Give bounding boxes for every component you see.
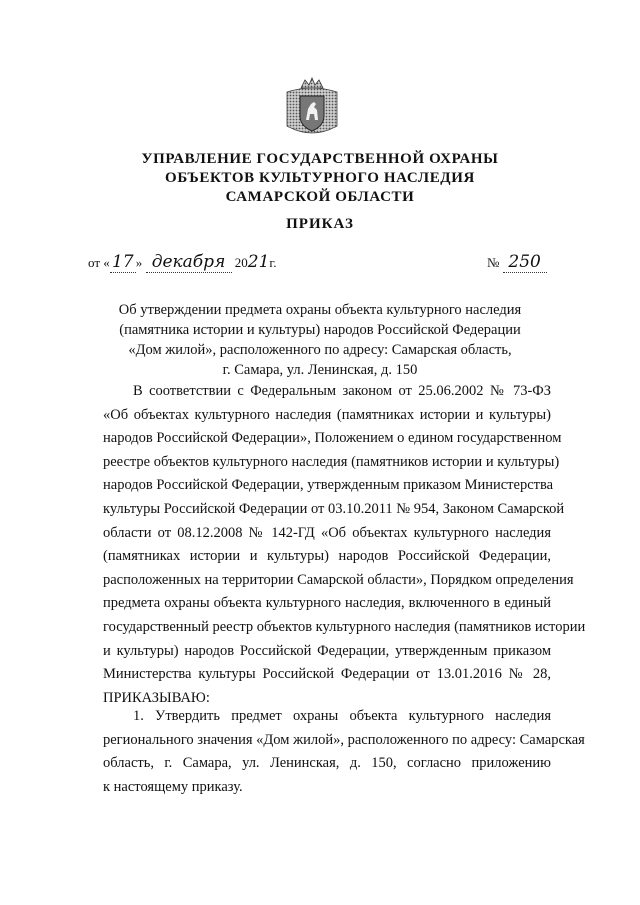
coat-of-arms-emblem xyxy=(283,76,341,142)
preamble-line: В соответствии с Федеральным законом от 25.06.2002 № 73-ФЗ xyxy=(133,383,551,399)
order-number xyxy=(487,252,547,273)
item-line: регионального значения «Дом жилой», расположенного по адресу: Самарская xyxy=(103,731,585,748)
preamble-line: народов Российской Федерации, утвержденным приказом Министерства xyxy=(103,477,554,494)
subject-line: Об утверждении предмета охраны объекта культурного наследия xyxy=(118,302,522,318)
agency-line-3: САМАРСКОЙ ОБЛАСТИ xyxy=(225,189,415,205)
preamble-line: государственный реестр объектов культурного наследия (памятников истории xyxy=(103,618,586,635)
date-year-prefix: 20 xyxy=(234,255,248,270)
preamble-line: Министерства культуры Российской Федерации от 13.01.2016 № 28, xyxy=(103,666,551,683)
preamble-line: области от 08.12.2008 № 142-ГД «Об объектах культурного наследия xyxy=(103,524,551,541)
preamble-line: расположенных на территории Самарской области», Порядком определения xyxy=(103,571,574,588)
preamble-line: культуры Российской Федерации от 03.10.2011 № 954, Законом Самарской xyxy=(103,500,565,517)
preamble-line: (памятниках истории и культуры) народов Российской Федерации, xyxy=(103,548,551,565)
date-day: 17 xyxy=(110,252,136,273)
agency-line-1: УПРАВЛЕНИЕ ГОСУДАРСТВЕННОЙ ОХРАНЫ xyxy=(141,151,499,167)
order-subject xyxy=(110,300,530,380)
date-mid: » xyxy=(135,255,143,270)
preamble-line: и культуры) народов Российской Федерации, утвержденным приказом xyxy=(103,642,551,659)
date-month: декабря xyxy=(146,252,232,273)
item-line: к настоящему приказу. xyxy=(103,778,243,795)
agency-name xyxy=(120,150,520,207)
preamble-line: реестре объектов культурного наследия (памятников истории и культуры) xyxy=(103,453,560,470)
subject-line: г. Самара, ул. Ленинская, д. 150 xyxy=(222,362,418,378)
document-type-title: ПРИКАЗ xyxy=(286,216,354,232)
order-date xyxy=(88,252,277,273)
subject-line: (памятника истории и культуры) народов Российской Федерации xyxy=(119,322,521,338)
preamble-line: предмета охраны объекта культурного наследия, включенного в единый xyxy=(103,595,551,612)
item-line: область, г. Самара, ул. Ленинская, д. 150, согласно приложению xyxy=(103,755,551,772)
number-prefix: № xyxy=(487,255,500,270)
preamble-paragraph xyxy=(103,380,586,710)
subject-line: «Дом жилой», расположенного по адресу: Самарская область, xyxy=(128,342,512,358)
preamble-line: «Об объектах культурного наследия (памятниках истории и культуры) xyxy=(103,406,551,423)
agency-line-2: ОБЪЕКТОВ КУЛЬТУРНОГО НАСЛЕДИЯ xyxy=(165,170,475,186)
date-suffix: г. xyxy=(269,255,277,270)
number-value: 250 xyxy=(503,252,547,273)
order-directive: ПРИКАЗЫВАЮ: xyxy=(103,689,210,706)
date-prefix: от « xyxy=(88,255,110,270)
preamble-line: народов Российской Федерации», Положением о едином государственном xyxy=(103,430,562,447)
item-line: 1. Утвердить предмет охраны объекта культурного наследия xyxy=(133,708,551,724)
date-year: 21 xyxy=(247,252,270,272)
order-item-1 xyxy=(103,705,585,799)
